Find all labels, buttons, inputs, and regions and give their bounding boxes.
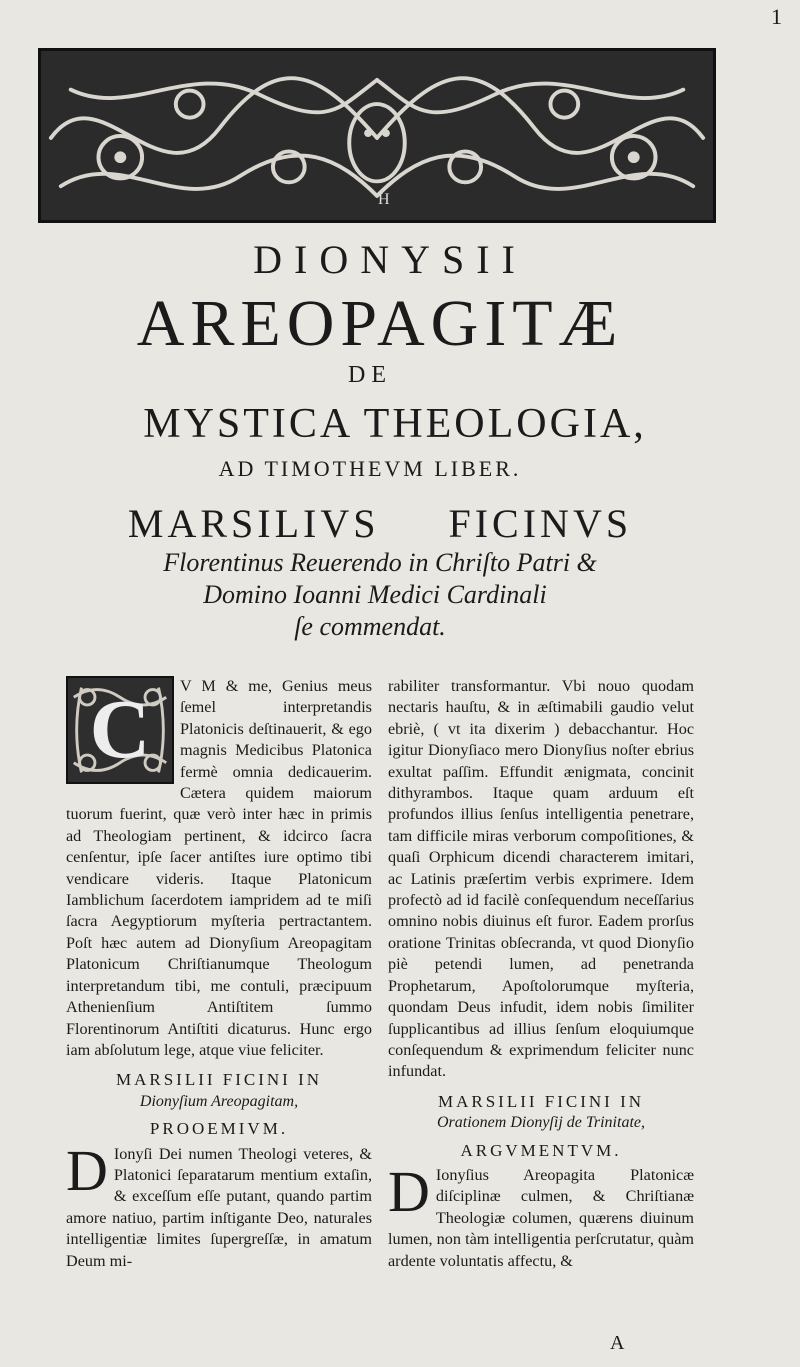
- prooemium-text: Ionyſi Dei numen Theologi veteres, & Platonici ſeparatarum mentium extaſin, & exceſſum eſſe putant, quando partim amore natiuo, partim inſtigante Deo, naturales intelligentiæ limites ſupergreſſæ, in amatum Deum mi-: [66, 1144, 372, 1270]
- subtitle-line-3: ſe commendat.: [294, 612, 446, 641]
- left-column: [66, 676, 372, 1272]
- argumentum-heading-1: MARSILII FICINI IN: [437, 1091, 645, 1111]
- signature-mark: A: [610, 1332, 625, 1354]
- dedication-text: V M & me, Genius meus ſemel interpretandis Platonicis deſtinauerit, & ego magnis Medicibus Platonica fermè omnia dedicauerim. Cætera quidem maiorum tuorum fuerint, quæ verò inter hæc in primis ad Theologiam pertinent, & idcirco ſacra cenſentur, ipſe ſacer antiſtes iure optimo tibi vendicare videris. Itaque Platonicum Iamblichum ſacerdotem iampridem ad te miſi ſacra Aegyptiorum myſteria pertractantem. Poſt hæc autem ad Dionyſium Areopagitam Platonicum Chriſtianumque Theologum interpretandum tibi, me contuli, præcipuum Athenienſium Antiſtitem ſummo Florentinorum Antiſtiti dicaturus. Hunc ergo iam abſolutum lege, atque viue feliciter.: [66, 677, 372, 1059]
- right-column: [388, 676, 694, 1272]
- title-surname: AREOPAGITÆ: [136, 287, 624, 360]
- title-dedicatee: AD TIMOTHEVM LIBER.: [218, 456, 522, 481]
- prooemium-heading-1: MARSILII FICINI IN: [115, 1070, 323, 1090]
- subtitle-line-2: Domino Ioanni Medici Cardinali: [203, 580, 547, 609]
- argumentum-heading-3: ARGVMENTVM.: [460, 1140, 622, 1160]
- prooemium-heading-2: Dionyſium Areopagitam,: [139, 1092, 299, 1110]
- argumentum-heading-2: Orationem Dionyſij de Trinitate,: [437, 1114, 645, 1132]
- title-translator: MARSILIVS FICINVS: [127, 501, 633, 546]
- headpiece-letter: H: [378, 191, 390, 208]
- title-de: DE: [348, 362, 392, 388]
- prooemium-dropcap: D: [66, 1137, 108, 1203]
- prooemium-heading-3: PROOEMIVM.: [149, 1119, 289, 1139]
- decorated-initial: [66, 676, 174, 784]
- subtitle-line-1: Florentinus Reuerendo in Chriſto Patri &: [163, 548, 597, 577]
- title-work: MYSTICA THEOLOGIA,: [143, 401, 647, 447]
- ornamental-headpiece: [38, 48, 716, 223]
- initial-letter: C: [89, 683, 151, 777]
- argumentum-dropcap: D: [388, 1158, 430, 1224]
- headpiece-ornament-icon: [41, 51, 713, 220]
- argumentum-text: Ionyſius Areopagita Platonicæ diſciplinæ culmen, & Chriſtianæ Theologiæ columen, quærens diuinum lumen, non tàm intelligentia perſcrutatur, quàm ardente voluntatis affectu, &: [388, 1165, 694, 1270]
- title-author: DIONYSII: [253, 237, 527, 282]
- page-number: 1: [771, 4, 782, 29]
- continuation-text: rabiliter transformantur. Vbi nouo quodam nectaris hauſtu, & in æſtimabili gaudio velut ebriè, ( vt ita dixerim ) debacchantur. Hoc igitur Dionyſiaco mero Dionyſius noſter ebrius exultat paſſim. Effundit ænigmata, concinit dithyrambos. Itaque quam arduum eſt profundos illius ſenſus intelligentia penetrare, tam difficile miras verborum compoſitiones, & quaſi Orphicum dicendi characterem imitari, ac Latinis præſertim verbis exprimere. Idem profectò ad id facilè conſequendum neceſſarius omnino nobis diuinus eſt furor. Eadem prorſus oratione Trinitas obſecranda, vt quod Dionyſio piè petendi lumen, ad penetranda Prophetarum, Apoſtolorumque myſteria, quondam Deus infudit, idem nobis ſimiliter ſupplicantibus ad illius ſenſum eloquiumque conſequendum & exprimendum feliciter nunc infundat.: [388, 677, 694, 1081]
